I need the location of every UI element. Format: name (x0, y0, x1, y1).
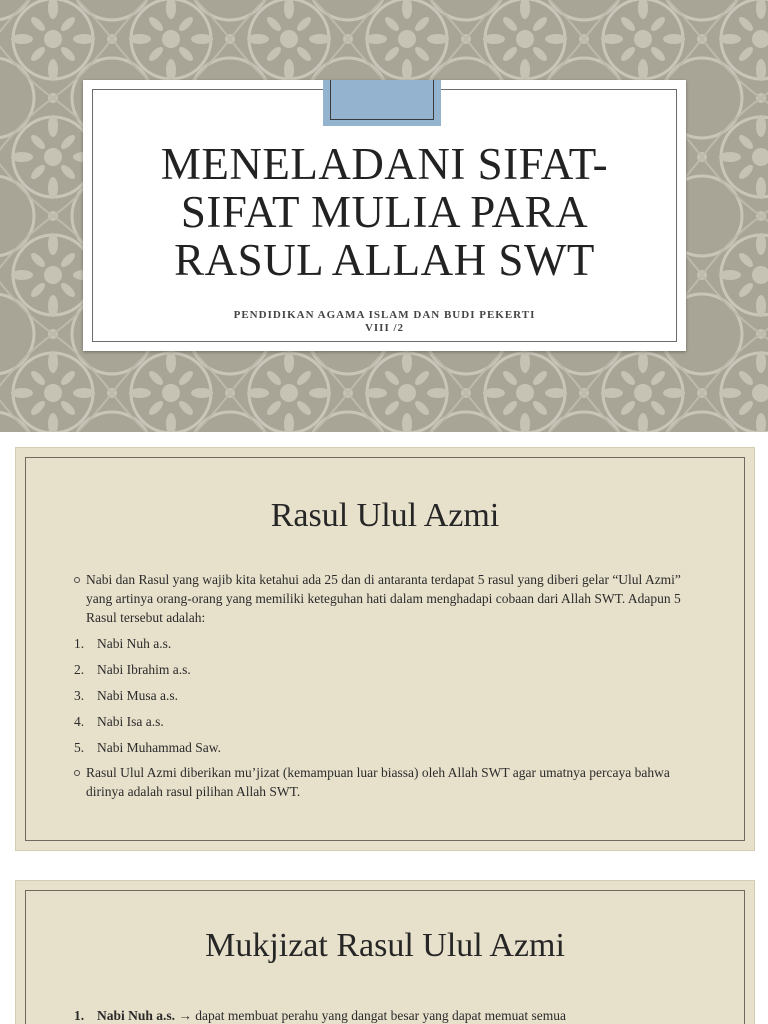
slide-body (72, 570, 698, 801)
list-item (72, 738, 698, 757)
list-item (72, 634, 698, 653)
list-number: 1. (74, 636, 85, 651)
title-card (83, 80, 686, 351)
subtitle-line-2: VIII /2 (364, 322, 405, 334)
list-number: 3. (74, 688, 85, 703)
slide-mukjizat-rasul-ulul-azmi (15, 880, 755, 1024)
arrow-right-icon: → (178, 1008, 192, 1023)
list-number: 4. (74, 714, 85, 729)
slide-body (72, 1006, 698, 1024)
slide-heading: Mukjizat Rasul Ulul Azmi (205, 927, 565, 964)
bullet-closing: Rasul Ulul Azmi diberikan mu’jizat (kemampuan luar biassa) oleh Allah SWT agar umatnya percaya bahwa dirinya adalah rasul pilihan Allah SWT. (72, 763, 698, 801)
list-number: 1. (74, 1008, 85, 1023)
list-number: 2. (74, 662, 85, 677)
list-text: Nabi Muhammad Saw. (97, 740, 221, 755)
bullet-intro: Nabi dan Rasul yang wajib kita ketahui ada 25 dan di antaranta terdapat 5 rasul yang diberi gelar “Ulul Azmi” yang artinya orang-orang yang memiliki keteguhan hati dalam menghadapi cobaan dari Allah SWT. Adapun 5 Rasul tersebut adalah: (72, 570, 698, 627)
list-text: dapat membuat perahu yang dangat besar yang dapat memuat semua (195, 1008, 567, 1023)
subtitle (103, 309, 666, 335)
list-number: 5. (74, 740, 85, 755)
list-item (72, 660, 698, 679)
subtitle-line-1: PENDIDIKAN AGAMA ISLAM DAN BUDI PEKERTI (233, 309, 536, 321)
list-text: Nabi Isa a.s. (97, 714, 164, 729)
list-text: Nabi Musa a.s. (97, 688, 178, 703)
list-item (72, 1006, 698, 1024)
list-text: Nabi Nuh a.s. (97, 636, 172, 651)
list-item (72, 686, 698, 705)
title-accent-tab-border (330, 80, 434, 120)
list-item-name: Nabi Nuh a.s. (97, 1008, 176, 1023)
title-accent-tab (323, 80, 441, 126)
slide-rasul-ulul-azmi (15, 447, 755, 851)
list-item (72, 712, 698, 731)
page-title: MENELADANI SIFAT-SIFAT MULIA PARA RASUL ALLAH SWT (160, 139, 609, 285)
title-slide (0, 0, 768, 432)
slide-heading: Rasul Ulul Azmi (270, 497, 500, 534)
list-text: Nabi Ibrahim a.s. (97, 662, 191, 677)
